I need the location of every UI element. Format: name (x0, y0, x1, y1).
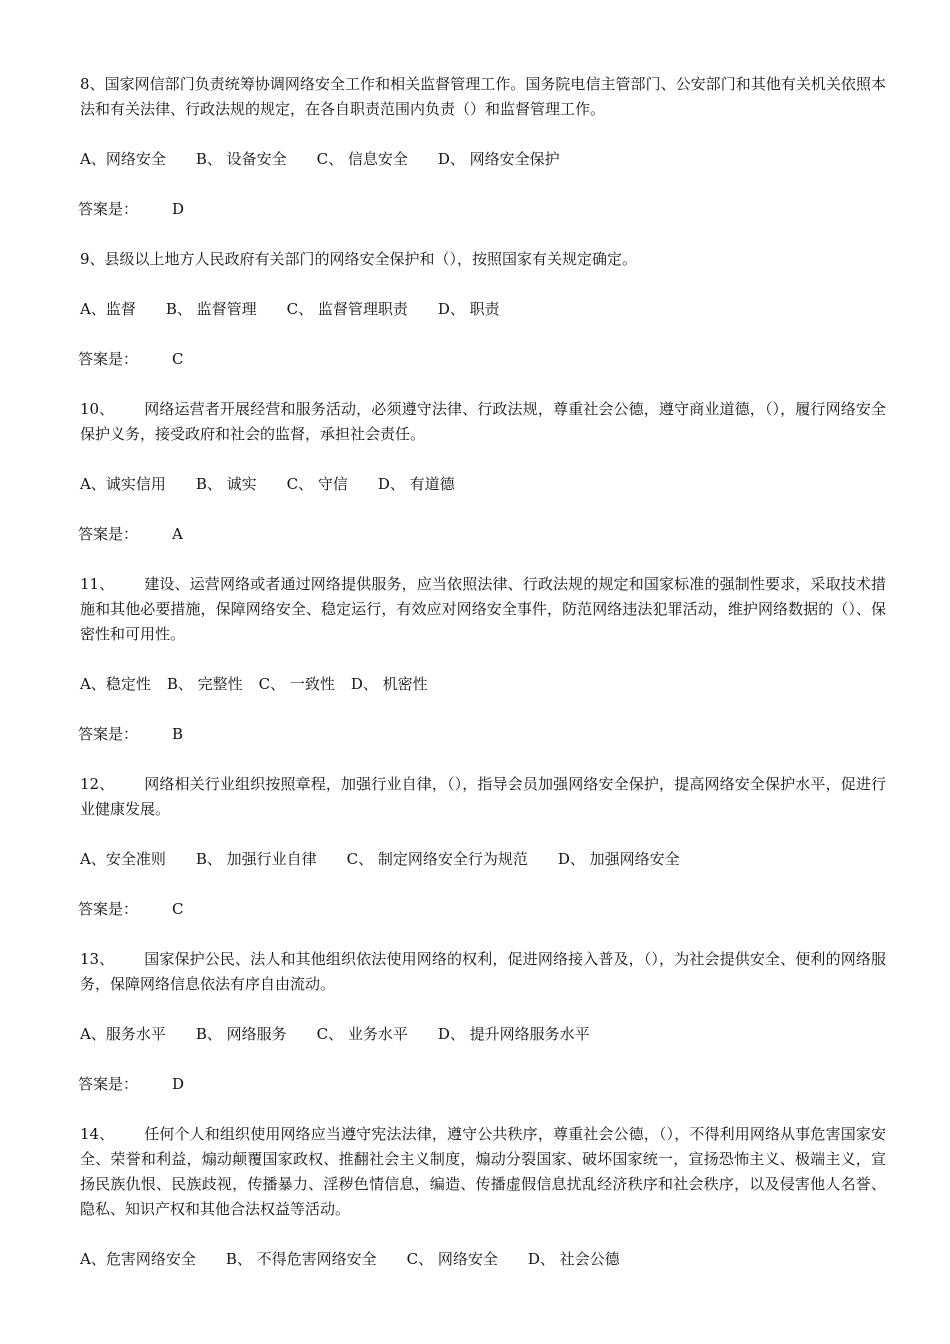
option-a: A、稳定性 (80, 675, 151, 693)
options-11 (68, 672, 886, 697)
question-text: 县级以上地方人民政府有关部门的网络安全保护和（），按照国家有关规定确定。 (104, 250, 638, 268)
option-c: C、 网络安全 (406, 1250, 498, 1268)
option-a: A、网络安全 (80, 150, 166, 168)
question-text: 网络相关行业组织按照章程，加强行业自律，（），指导会员加强网络安全保护，提高网络安全保护水平，促进行业健康发展。 (80, 775, 886, 818)
question-9 (68, 247, 886, 272)
option-a: A、服务水平 (80, 1025, 166, 1043)
question-text: 国家网信部门负责统筹协调网络安全工作和相关监督管理工作。国务院电信主管部门、公安部门和其他有关机关依照本法和有关法律、行政法规的规定，在各自职责范围内负责（）和监督管理工作。 (80, 75, 886, 118)
option-b: B、 加强行业自律 (195, 850, 317, 868)
answer-value: D (172, 1075, 185, 1093)
question-8 (68, 72, 886, 122)
question-text: 国家保护公民、法人和其他组织依法使用网络的权利，促进网络接入普及，（），为社会提供安全、便利的网络服务，保障网络信息依法有序自由流动。 (80, 950, 886, 993)
question-number: 12、 (80, 775, 115, 793)
question-13 (68, 947, 886, 997)
options-12 (68, 847, 886, 872)
question-11 (68, 572, 886, 647)
question-number: 14、 (80, 1125, 115, 1143)
answer-9 (68, 347, 886, 372)
answer-label: 答案是： (78, 725, 139, 743)
question-number: 13、 (80, 950, 115, 968)
answer-8 (68, 197, 886, 222)
question-number: 9、 (80, 250, 105, 268)
answer-label: 答案是： (78, 525, 139, 543)
answer-value: B (172, 725, 184, 743)
question-12 (68, 772, 886, 822)
question-14 (68, 1122, 886, 1222)
options-13 (68, 1022, 886, 1047)
answer-label: 答案是： (78, 1075, 139, 1093)
answer-label: 答案是： (78, 900, 139, 918)
answer-13 (68, 1072, 886, 1097)
option-d: D、 加强网络安全 (557, 850, 680, 868)
option-d: D、 社会公德 (527, 1250, 620, 1268)
option-d: D、 有道德 (377, 475, 455, 493)
question-number: 10、 (80, 400, 115, 418)
option-d: D、 机密性 (350, 675, 428, 693)
options-14 (68, 1247, 886, 1272)
option-b: B、 不得危害网络安全 (225, 1250, 377, 1268)
answer-label: 答案是： (78, 200, 139, 218)
answer-value: C (172, 900, 184, 918)
options-10 (68, 472, 886, 497)
option-a: A、安全准则 (80, 850, 166, 868)
option-c: C、 信息安全 (316, 150, 408, 168)
option-b: B、 完整性 (166, 675, 243, 693)
options-8 (68, 147, 886, 172)
option-a: A、诚实信用 (80, 475, 166, 493)
option-c: C、 制定网络安全行为规范 (346, 850, 528, 868)
answer-12 (68, 897, 886, 922)
question-number: 8、 (80, 75, 105, 93)
option-b: B、 诚实 (195, 475, 257, 493)
option-b: B、 设备安全 (195, 150, 287, 168)
option-c: C、 监督管理职责 (286, 300, 408, 318)
option-c: C、 一致性 (258, 675, 335, 693)
option-c: C、 业务水平 (316, 1025, 408, 1043)
document-page (68, 72, 886, 1272)
answer-value: D (172, 200, 185, 218)
question-text: 网络运营者开展经营和服务活动，必须遵守法律、行政法规，尊重社会公德，遵守商业道德，（），履行网络安全保护义务，接受政府和社会的监督，承担社会责任。 (80, 400, 886, 443)
option-b: B、 网络服务 (195, 1025, 287, 1043)
question-text: 任何个人和组织使用网络应当遵守宪法法律，遵守公共秩序，尊重社会公德，（），不得利用网络从事危害国家安全、荣誉和利益，煽动颠覆国家政权、推翻社会主义制度，煽动分裂国家、破坏国家统一，宣扬恐怖主义、极端主义，宣扬民族仇恨、民族歧视，传播暴力、淫秽色情信息，编造、传播虚假信息扰乱经济秩序和社会秩序，以及侵害他人名誉、隐私、知识产权和其他合法权益等活动。 (80, 1125, 886, 1218)
answer-10 (68, 522, 886, 547)
option-a: A、危害网络安全 (80, 1250, 196, 1268)
option-a: A、监督 (80, 300, 136, 318)
option-b: B、 监督管理 (165, 300, 257, 318)
answer-label: 答案是： (78, 350, 139, 368)
options-9 (68, 297, 886, 322)
option-d: D、 提升网络服务水平 (437, 1025, 590, 1043)
answer-11 (68, 722, 886, 747)
answer-value: A (172, 525, 183, 543)
option-c: C、 守信 (286, 475, 348, 493)
question-number: 11、 (80, 575, 115, 593)
question-10 (68, 397, 886, 447)
answer-value: C (172, 350, 184, 368)
question-text: 建设、运营网络或者通过网络提供服务，应当依照法律、行政法规的规定和国家标准的强制性要求，采取技术措施和其他必要措施，保障网络安全、稳定运行，有效应对网络安全事件，防范网络违法犯罪活动，维护网络数据的（）、保密性和可用性。 (80, 575, 886, 643)
option-d: D、 职责 (437, 300, 500, 318)
option-d: D、 网络安全保护 (437, 150, 560, 168)
